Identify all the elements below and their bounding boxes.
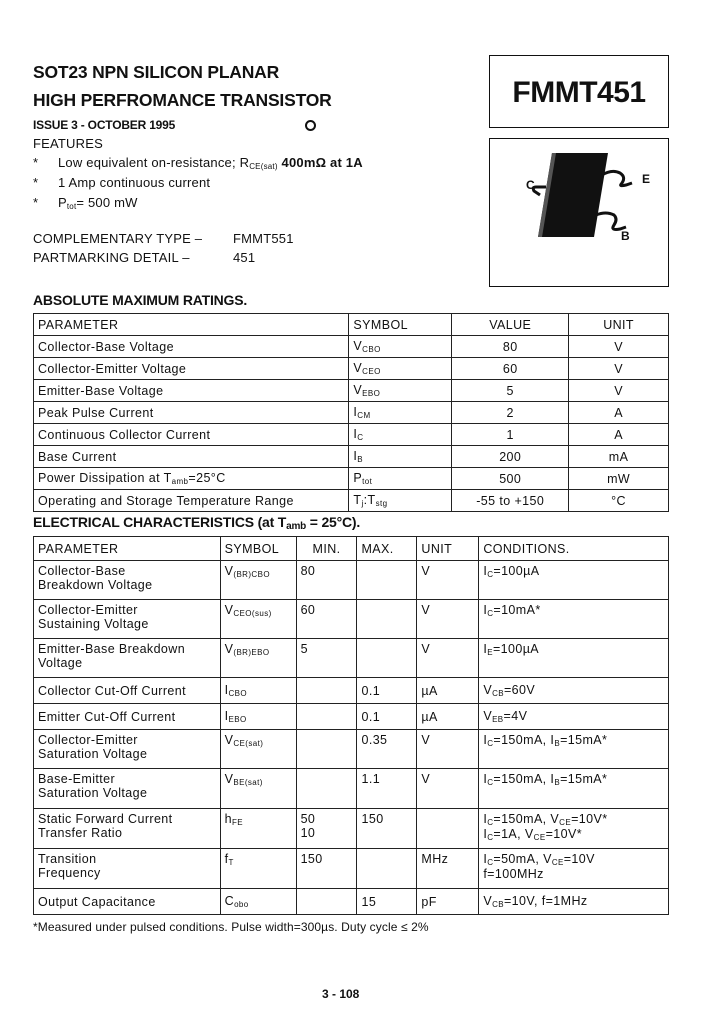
table-row [34, 336, 669, 358]
param-cell [34, 600, 221, 639]
pin-e-label: E [642, 172, 651, 186]
table-row [34, 600, 669, 639]
param-line-1: Collector-Emitter [38, 733, 138, 747]
min-cell [296, 809, 357, 849]
abs-max-heading: ABSOLUTE MAXIMUM RATINGS. [33, 292, 248, 308]
param-cell: Base Current [34, 446, 349, 468]
header-value: VALUE [452, 314, 569, 336]
unit-cell: V [417, 769, 479, 809]
cond-sub: E [487, 648, 493, 657]
table-row [34, 490, 669, 512]
sym-sub: CM [357, 411, 371, 420]
symbol-cell [220, 809, 296, 849]
cond-post: =4V [503, 709, 528, 723]
param-cell [34, 678, 221, 704]
sym-sub2: stg [375, 499, 388, 508]
param-cell [34, 809, 221, 849]
symbol-cell [349, 424, 452, 446]
unit-cell: V [569, 336, 669, 358]
cond-sub-2: B [554, 778, 561, 787]
max-cell: 15 [357, 889, 417, 915]
cond-sub-2: B [554, 739, 561, 748]
param-line-1: Transition [38, 852, 97, 866]
param-post: =25°C [188, 471, 226, 485]
sym-sub: CEO [362, 367, 381, 376]
unit-cell: mA [569, 446, 669, 468]
param-line-1: Emitter Cut-Off Current [38, 709, 176, 724]
cond-post: =150mA, I [493, 772, 555, 786]
param-cell [34, 561, 221, 600]
sym: I [353, 405, 358, 419]
param-cell: Collector-Emitter Voltage [34, 358, 349, 380]
cond-text: I [483, 642, 488, 656]
feature-text-post: = 500 mW [76, 195, 138, 210]
footnote: *Measured under pulsed conditions. Pulse width=300µs. Duty cycle ≤ 2% [33, 920, 429, 934]
unit-cell: V [417, 600, 479, 639]
conditions-cell [479, 704, 669, 730]
feature-item [33, 195, 453, 215]
bullet: * [33, 175, 39, 190]
title-line-2: HIGH PERFROMANCE TRANSISTOR [33, 90, 332, 110]
header-parameter: PARAMETER [34, 537, 221, 561]
cond-sub: C [487, 609, 494, 618]
cond-sub: C [487, 778, 494, 787]
symbol-cell [220, 678, 296, 704]
cond-line-2 [483, 827, 664, 842]
cond-post: =10mA* [493, 603, 541, 617]
table-row [34, 809, 669, 849]
table-row [34, 849, 669, 889]
sym: V [353, 361, 363, 375]
cond-text: I [483, 564, 488, 578]
sot23-package-icon [490, 139, 668, 286]
unit-cell: A [569, 424, 669, 446]
table-row [34, 678, 669, 704]
sym: C [224, 894, 235, 908]
pin-b-label: B [621, 229, 630, 243]
param-line-1: Output Capacitance [38, 894, 156, 909]
symbol-cell [220, 561, 296, 600]
value-cell: 200 [452, 446, 569, 468]
param-cell [34, 769, 221, 809]
table-row [34, 380, 669, 402]
part-number-box [489, 55, 669, 128]
table-row [34, 424, 669, 446]
symbol-cell [349, 446, 452, 468]
bullet: * [33, 155, 39, 170]
value-cell: 500 [452, 468, 569, 490]
cond-post: =100µA [492, 642, 540, 656]
param-cell [34, 730, 221, 769]
header-parameter: PARAMETER [34, 314, 349, 336]
max-cell: 1.1 [357, 769, 417, 809]
param-line-1: Base-Emitter [38, 772, 116, 786]
complementary-value: FMMT551 [233, 231, 294, 246]
sym-sub: (BR)EBO [233, 648, 270, 657]
sym: T [353, 493, 362, 507]
cond-text: V [483, 683, 493, 697]
unit-cell [417, 809, 479, 849]
cond-post-2: =15mA* [560, 772, 608, 786]
cond-sub: C [487, 858, 494, 867]
min-cell [296, 769, 357, 809]
cond-post-2: =10V* [571, 812, 608, 826]
sym-sub: CBO [362, 345, 381, 354]
value-cell: 2 [452, 402, 569, 424]
sym-sub: EBO [362, 389, 381, 398]
max-cell: 150 [357, 809, 417, 849]
max-cell: 0.35 [357, 730, 417, 769]
cond-text: I [483, 852, 488, 866]
conditions-cell [479, 678, 669, 704]
sym-sub: CBO [228, 689, 248, 698]
param-cell: Emitter-Base Voltage [34, 380, 349, 402]
issue-line: ISSUE 3 - OCTOBER 1995 [33, 118, 176, 132]
conditions-cell [479, 809, 669, 849]
min-cell [296, 678, 357, 704]
cond-sub: CB [492, 689, 504, 698]
sym-sub: obo [234, 900, 249, 909]
symbol-cell [220, 639, 296, 678]
sym: I [224, 709, 229, 723]
feature-item [33, 175, 453, 195]
unit-cell: V [569, 380, 669, 402]
param-cell [34, 704, 221, 730]
max-cell [357, 600, 417, 639]
value-cell: 5 [452, 380, 569, 402]
sym: V [224, 772, 234, 786]
sym: I [353, 427, 358, 441]
cond-post: =150mA, I [493, 733, 555, 747]
min-cell: 60 [296, 600, 357, 639]
sym-sub: (BR)CBO [233, 570, 270, 579]
cond-line-1 [483, 812, 664, 827]
features-list [33, 155, 453, 215]
cond-sub-2: CE [551, 858, 564, 867]
table-row [34, 769, 669, 809]
sym-sub: B [357, 455, 364, 464]
value-cell: 80 [452, 336, 569, 358]
bullet: * [33, 195, 39, 210]
unit-cell: pF [417, 889, 479, 915]
table-header-row [34, 537, 669, 561]
table-row [34, 468, 669, 490]
sym: f [224, 852, 229, 866]
max-cell [357, 639, 417, 678]
max-cell [357, 561, 417, 600]
param-cell: Peak Pulse Current [34, 402, 349, 424]
unit-cell: A [569, 402, 669, 424]
param-line-2: Frequency [38, 866, 101, 880]
unit-cell: mW [569, 468, 669, 490]
sym: P [353, 471, 363, 485]
feature-sub: tot [66, 202, 77, 211]
param-text: Power Dissipation at T [38, 471, 172, 485]
table-row [34, 730, 669, 769]
unit-cell: °C [569, 490, 669, 512]
feature-item [33, 155, 453, 175]
cond-text: V [483, 894, 493, 908]
header-conditions: CONDITIONS. [479, 537, 669, 561]
conditions-cell [479, 849, 669, 889]
sym-sub: EBO [228, 715, 247, 724]
max-cell: 0.1 [357, 678, 417, 704]
cond-sub: C [487, 833, 494, 842]
unit-cell: V [569, 358, 669, 380]
elec-heading-sub: amb [286, 521, 307, 532]
cond-sub: CB [492, 900, 504, 909]
cond-sub: C [487, 739, 494, 748]
param-line-1: Static Forward Current [38, 812, 173, 826]
table-row [34, 446, 669, 468]
header-symbol: SYMBOL [349, 314, 452, 336]
cond-post: =100µA [493, 564, 540, 578]
conditions-cell [479, 769, 669, 809]
symbol-cell [349, 380, 452, 402]
param-cell [34, 849, 221, 889]
cond-sub: C [487, 570, 494, 579]
feature-text-post: 400mΩ at 1A [277, 155, 363, 170]
symbol-cell [220, 889, 296, 915]
value-cell: 1 [452, 424, 569, 446]
cond-text: I [483, 772, 488, 786]
table-row [34, 561, 669, 600]
elec-heading [33, 514, 360, 532]
cond-post-2: =15mA* [560, 733, 608, 747]
sym-sub: FE [231, 818, 244, 827]
sym: V [224, 733, 234, 747]
unit-cell: µA [417, 678, 479, 704]
partmarking-value: 451 [233, 250, 256, 265]
symbol-cell [220, 769, 296, 809]
min-cell [296, 704, 357, 730]
conditions-cell [479, 561, 669, 600]
cond-text: I [483, 827, 488, 841]
pin-c-label: C [526, 178, 535, 192]
cond-text: I [483, 603, 488, 617]
cond-sub-2: CE [533, 833, 546, 842]
min-cell: 80 [296, 561, 357, 600]
param-cell: Operating and Storage Temperature Range [34, 490, 349, 512]
sym-sub: j [361, 499, 364, 508]
min-value-1: 50 [300, 812, 316, 826]
feature-text: Low equivalent on-resistance; R [58, 155, 250, 170]
param-line-2: Saturation Voltage [38, 786, 148, 800]
unit-cell: MHz [417, 849, 479, 889]
feature-sub: CE(sat) [249, 162, 278, 171]
table-row [34, 639, 669, 678]
table-header-row [34, 314, 669, 336]
max-cell: 0.1 [357, 704, 417, 730]
param-cell [34, 889, 221, 915]
feature-text: 1 Amp continuous current [58, 175, 211, 190]
symbol-cell [349, 490, 452, 512]
cond-post-2: =10V [563, 852, 595, 866]
sym-sub: CE(sat) [233, 739, 264, 748]
param-cell: Continuous Collector Current [34, 424, 349, 446]
partmarking-label: PARTMARKING DETAIL – [33, 250, 190, 265]
param-line-1: Collector-Base [38, 564, 126, 578]
circle-mark-icon [305, 120, 316, 131]
header-symbol: SYMBOL [220, 537, 296, 561]
unit-cell: V [417, 730, 479, 769]
sym: h [224, 812, 232, 826]
cond-text: I [483, 733, 488, 747]
header-min: MIN. [296, 537, 357, 561]
table-row [34, 889, 669, 915]
param-line-1: Collector Cut-Off Current [38, 683, 187, 698]
symbol-cell [220, 730, 296, 769]
param-cell: Collector-Base Voltage [34, 336, 349, 358]
min-cell [296, 730, 357, 769]
param-line-2: Breakdown Voltage [38, 578, 153, 592]
symbol-cell [220, 849, 296, 889]
sym: V [224, 564, 234, 578]
sym: V [353, 383, 363, 397]
symbol-cell [349, 468, 452, 490]
header-unit: UNIT [569, 314, 669, 336]
unit-cell: V [417, 561, 479, 600]
param-line-2: Transfer Ratio [38, 826, 123, 840]
param-line-2: Voltage [38, 656, 83, 670]
cond-sub: C [487, 818, 494, 827]
header-unit: UNIT [417, 537, 479, 561]
conditions-cell [479, 889, 669, 915]
header-max: MAX. [357, 537, 417, 561]
symbol-cell [220, 704, 296, 730]
abs-max-table [33, 313, 669, 512]
sym-sub: CEO(sus) [233, 609, 272, 618]
cond-post: =10V, f=1MHz [503, 894, 588, 908]
symbol-cell [349, 402, 452, 424]
table-row [34, 402, 669, 424]
sym: I [353, 449, 358, 463]
elec-heading-post: = 25°C). [306, 514, 361, 530]
max-cell [357, 849, 417, 889]
param-sub: amb [171, 477, 189, 486]
param-line-1: Collector-Emitter [38, 603, 138, 617]
sym-mid: :T [363, 493, 376, 507]
features-heading: FEATURES [33, 136, 103, 151]
conditions-cell [479, 639, 669, 678]
sym-sub: tot [362, 477, 373, 486]
cond-text: I [483, 812, 488, 826]
unit-cell: µA [417, 704, 479, 730]
cond-post: =50mA, V [493, 852, 552, 866]
page-number: 3 - 108 [322, 987, 360, 1001]
package-drawing-box [489, 138, 669, 287]
cond-sub-2: CE [559, 818, 572, 827]
value-cell: 60 [452, 358, 569, 380]
cond-post: =150mA, V [493, 812, 560, 826]
param-cell [34, 639, 221, 678]
param-line-2: Saturation Voltage [38, 747, 148, 761]
cond-post: =1A, V [493, 827, 534, 841]
min-cell [296, 889, 357, 915]
unit-cell: V [417, 639, 479, 678]
value-cell: -55 to +150 [452, 490, 569, 512]
elec-heading-pre: ELECTRICAL CHARACTERISTICS (at T [33, 514, 287, 530]
cond-post: =60V [503, 683, 536, 697]
part-number: FMMT451 [512, 76, 646, 109]
sym-sub: BE(sat) [233, 778, 263, 787]
symbol-cell [349, 336, 452, 358]
sym: V [224, 603, 234, 617]
sym-sub: T [228, 858, 234, 867]
table-row [34, 358, 669, 380]
complementary-label: COMPLEMENTARY TYPE – [33, 231, 203, 246]
table-row [34, 704, 669, 730]
feature-text: P [58, 195, 67, 210]
min-cell: 5 [296, 639, 357, 678]
sym: V [353, 339, 363, 353]
title-line-1: SOT23 NPN SILICON PLANAR [33, 62, 280, 82]
elec-table [33, 536, 669, 915]
cond-text: V [483, 709, 493, 723]
sym: V [224, 642, 234, 656]
cond-sub: EB [492, 715, 504, 724]
param-line-1: Emitter-Base Breakdown [38, 642, 186, 656]
cond-post-2: =10V* [545, 827, 582, 841]
cond-line-1 [483, 852, 664, 867]
symbol-cell [220, 600, 296, 639]
param-cell [34, 468, 349, 490]
sym: I [224, 683, 229, 697]
param-line-2: Sustaining Voltage [38, 617, 149, 631]
cond-line-2: f=100MHz [483, 867, 544, 881]
min-cell: 150 [296, 849, 357, 889]
conditions-cell [479, 730, 669, 769]
conditions-cell [479, 600, 669, 639]
sym-sub: C [357, 433, 364, 442]
min-value-2: 10 [300, 826, 316, 840]
symbol-cell [349, 358, 452, 380]
